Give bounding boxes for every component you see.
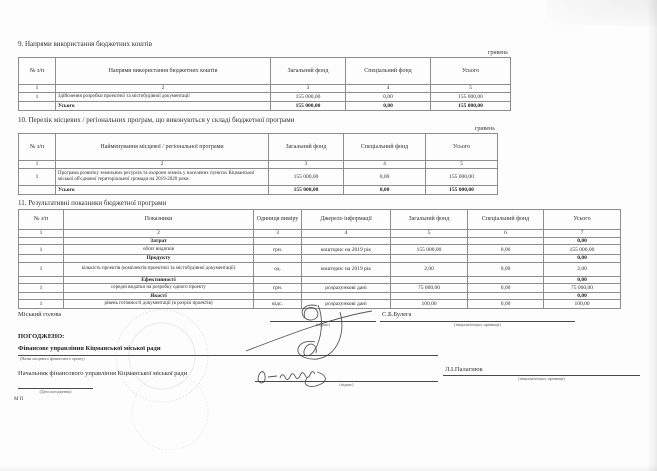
cell-unit: грн. — [254, 245, 302, 255]
cell-name: обсяг видатків — [64, 245, 254, 255]
cell-empty — [19, 238, 64, 245]
chief-title: Начальник фінансового управління Кіцманської міської ради — [18, 370, 188, 377]
col-header-total: Усього — [426, 134, 498, 161]
category-total: 0,00 — [544, 276, 621, 283]
col-header-total: Усього — [544, 210, 621, 230]
cell-total-label: Усього — [56, 102, 271, 111]
col-header-special: Спеціальний фонд — [468, 210, 544, 230]
performance-indicators-table — [18, 209, 621, 309]
cell-num: 1 — [19, 300, 64, 309]
cell-empty — [391, 292, 468, 299]
cell-empty — [19, 186, 56, 195]
cell-general: 155 000,00 — [391, 245, 468, 255]
data-row — [19, 283, 621, 292]
col-header-general: Загальний фонд — [391, 210, 468, 230]
colnum: 3 — [269, 161, 344, 169]
cell-empty — [254, 255, 302, 262]
cell-empty — [19, 255, 64, 262]
cell-general: 100,00 — [391, 300, 468, 309]
cell-num: 1 — [19, 93, 56, 102]
scan-shadow-right — [647, 0, 657, 471]
cell-special: 0,00 — [344, 169, 426, 186]
cell-general: 155 000,00 — [271, 102, 346, 111]
name-caption: (ініціали/ініціал, прізвище) — [454, 322, 501, 327]
cell-empty — [302, 255, 391, 262]
colnum: 2 — [56, 85, 271, 93]
category-row — [19, 255, 621, 262]
category-label: Затрат — [64, 238, 254, 245]
category-label: Ефективності — [64, 276, 254, 283]
colnum: 5 — [391, 230, 468, 238]
colnum: 3 — [254, 230, 302, 238]
date-caption: (Дата погодження) — [39, 389, 72, 394]
cell-source: кошторис на 2019 рік — [302, 245, 391, 255]
col-header-special: Спеціальний фонд — [344, 134, 426, 161]
colnum: 1 — [19, 230, 64, 238]
seal-watermark — [132, 374, 208, 450]
cell-special: 0,00 — [468, 262, 544, 276]
cell-empty — [19, 102, 56, 111]
cell-empty — [468, 255, 544, 262]
cell-empty — [468, 292, 544, 299]
mayor-title: Міський голова — [18, 311, 62, 318]
cell-total: 155 000,00 — [426, 186, 498, 195]
category-row — [19, 238, 621, 245]
cell-empty — [302, 292, 391, 299]
total-row — [19, 102, 511, 111]
cell-name: кількість проектів (комплектів проектної та містобудівної документації) — [64, 262, 254, 276]
col-header-general: Загальний фонд — [271, 58, 346, 85]
colnum: 1 — [19, 85, 56, 93]
budget-directions-table — [18, 57, 511, 111]
colnum: 3 — [271, 85, 346, 93]
col-header-total: Усього — [431, 58, 511, 85]
category-total: 0,00 — [544, 292, 621, 299]
colnum: 4 — [346, 85, 431, 93]
data-row — [19, 245, 621, 255]
stamp-place-label: М П — [14, 397, 24, 402]
col-header-general: Загальний фонд — [269, 134, 344, 161]
cell-special: 0,00 — [468, 283, 544, 292]
scan-shadow-corner — [547, 0, 657, 26]
colnum: 4 — [302, 230, 391, 238]
data-row — [19, 300, 621, 309]
col-header-num: № з/п — [19, 210, 64, 230]
col-header-name: Напрями використання бюджетних коштів — [56, 58, 271, 85]
section-11-title: 11. Результативні показники бюджетної програми — [18, 199, 167, 207]
header-row — [19, 134, 498, 161]
cell-total: 155 000,00 — [426, 169, 498, 186]
cell-empty — [19, 276, 64, 283]
section-10-title: 10. Перелік місцевих / регіональних програм, що виконуються у складі бюджетної програми — [18, 116, 295, 124]
col-header-source: Джерело інформації — [302, 210, 391, 230]
cell-empty — [302, 238, 391, 245]
cell-empty — [391, 255, 468, 262]
colnum: 5 — [426, 161, 498, 169]
cell-empty — [468, 276, 544, 283]
cell-name: рівень готовності документації (в розрізі проектів) — [64, 300, 254, 309]
seal-watermark — [116, 310, 208, 402]
cell-source: кошторис на 2019 рік — [302, 262, 391, 276]
cell-unit: од. — [254, 262, 302, 276]
cell-num: 1 — [19, 245, 64, 255]
cell-empty — [254, 276, 302, 283]
cell-unit: грн. — [254, 283, 302, 292]
colnum-row — [19, 85, 511, 93]
colnum: 5 — [431, 85, 511, 93]
total-row — [19, 186, 498, 195]
finance-office-caption: (Назва місцевого фінансового органу) — [20, 356, 85, 361]
cell-general: 155 000,00 — [269, 169, 344, 186]
data-row — [19, 262, 621, 276]
category-total: 0,00 — [544, 255, 621, 262]
cell-empty — [391, 276, 468, 283]
cell-empty — [254, 238, 302, 245]
colnum-row — [19, 230, 621, 238]
col-header-num: № з/п — [19, 58, 56, 85]
colnum: 7 — [544, 230, 621, 238]
cell-source: розрахункові дані — [302, 283, 391, 292]
mayor-name: С.Б.Булега — [382, 311, 412, 318]
scan-shadow-bottom — [0, 465, 657, 471]
cell-special: 0,00 — [346, 102, 431, 111]
cell-general: 155 000,00 — [269, 186, 344, 195]
cell-num: 1 — [19, 262, 64, 276]
cell-total: 155 000,00 — [544, 245, 621, 255]
cell-special: 0,00 — [468, 300, 544, 309]
cell-special: 0,00 — [344, 186, 426, 195]
cell-special: 0,00 — [468, 245, 544, 255]
data-row — [19, 93, 511, 102]
cell-total: 155 000,00 — [431, 102, 511, 111]
category-label: Продукту — [64, 255, 254, 262]
col-header-num: № з/п — [19, 134, 56, 161]
name-caption: (ініціали/ініціал, прізвище) — [518, 376, 565, 381]
cell-empty — [302, 276, 391, 283]
category-row — [19, 292, 621, 299]
cell-num: 1 — [19, 169, 56, 186]
cell-num: 1 — [19, 283, 64, 292]
col-header-name: Найменування місцевої / регіональної програми — [56, 134, 269, 161]
currency-note-9: гривень — [487, 50, 508, 56]
cell-total: 100,00 — [544, 300, 621, 309]
cell-empty — [254, 292, 302, 299]
local-programs-table — [18, 133, 498, 195]
col-header-name: Показники — [64, 210, 254, 230]
cell-name: середні видатки на розробку одного проекту — [64, 283, 254, 292]
data-row — [19, 169, 498, 186]
cell-empty — [468, 238, 544, 245]
sign-caption: (підпис) — [339, 382, 354, 387]
cell-total: 2,00 — [544, 262, 621, 276]
category-label: Якості — [64, 292, 254, 299]
finance-office-name: Фінансове управління Кіцманської міської ради — [18, 345, 161, 352]
cell-total-label: Усього — [56, 186, 269, 195]
colnum: 2 — [64, 230, 254, 238]
cell-total: 75 000,00 — [544, 283, 621, 292]
cell-general: 155 000,00 — [271, 93, 346, 102]
chief-name: Л.І.Палагнюк — [445, 366, 483, 373]
mayor-signature — [246, 305, 372, 359]
cell-general: 2,00 — [391, 262, 468, 276]
col-header-unit: Одиниця виміру — [254, 210, 302, 230]
cell-general: 75 000,00 — [391, 283, 468, 292]
currency-note-10: гривень — [474, 126, 495, 132]
cell-empty — [391, 238, 468, 245]
sign-caption: (підпис) — [315, 322, 330, 327]
colnum: 1 — [19, 161, 56, 169]
cell-special: 0,00 — [346, 93, 431, 102]
section-9-title: 9. Напрями використання бюджетних коштів — [18, 40, 153, 48]
cell-name: Здійснення розробки проектної та містобудівної документації — [56, 93, 271, 102]
col-header-special: Спеціальний фонд — [346, 58, 431, 85]
cell-name: Програма розвитку земельних ресурсів та охорони земель у населених пунктах Кіцманської міської об'єднаної територіальної громади на 2019-2020 роки — [56, 169, 269, 186]
colnum: 6 — [468, 230, 544, 238]
agreed-label: ПОГОДЖЕНО: — [18, 333, 65, 340]
cell-unit: відс. — [254, 300, 302, 309]
category-total: 0,00 — [544, 238, 621, 245]
colnum: 4 — [344, 161, 426, 169]
header-row — [19, 58, 511, 85]
colnum-row — [19, 161, 498, 169]
header-row — [19, 210, 621, 230]
cell-total: 155 000,00 — [431, 93, 511, 102]
cell-source: розрахункові дані — [302, 300, 391, 309]
cell-empty — [19, 292, 64, 299]
category-row — [19, 276, 621, 283]
colnum: 2 — [56, 161, 269, 169]
